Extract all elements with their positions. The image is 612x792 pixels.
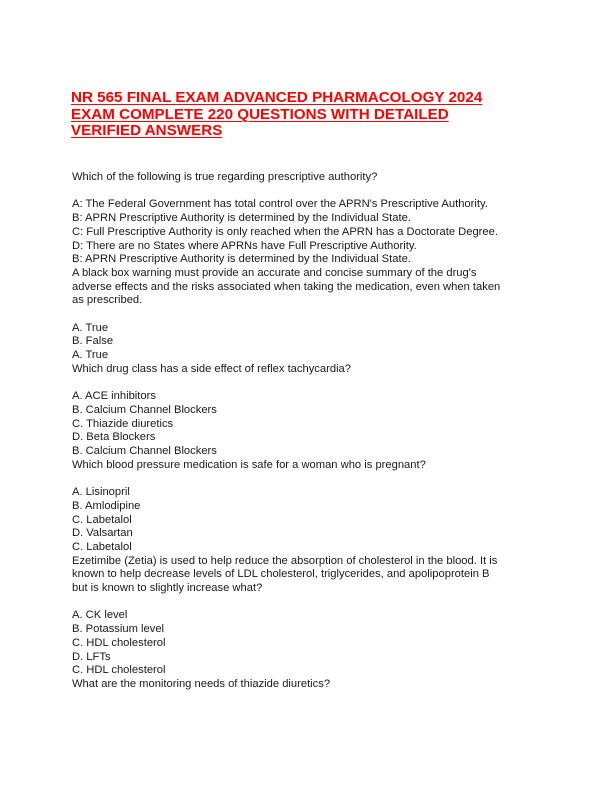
- correct-answer: B. Calcium Channel Blockers: [72, 445, 217, 458]
- answer-option: B. False: [72, 335, 114, 348]
- answer-option: C: Full Prescriptive Authority is only reached when the APRN has a Doctorate Degree.: [72, 225, 498, 238]
- answer-option: A. CK level: [72, 609, 128, 622]
- question-block: [72, 363, 542, 459]
- question-text: Ezetimibe (Zetia) is used to help reduce the absorption of cholesterol in the blood. It is: [72, 554, 498, 567]
- question-text: Which of the following is true regarding prescriptive authority?: [72, 171, 378, 183]
- correct-answer: C. Labetalol: [72, 540, 132, 553]
- question-text: Which blood pressure medication is safe for a woman who is pregnant?: [72, 458, 426, 471]
- question-text: known to help decrease levels of LDL cholesterol, triglycerides, and apolipoprotein B: [72, 568, 490, 581]
- spacer: [72, 596, 542, 610]
- question-text: A black box warning must provide an accurate and concise summary of the drug's: [72, 266, 477, 279]
- answer-option: D. LFTs: [72, 650, 111, 663]
- answer-option: B: APRN Prescriptive Authority is determined by the Individual State.: [72, 212, 411, 225]
- question-text: as prescribed.: [72, 294, 143, 307]
- question-block: [72, 459, 542, 555]
- question-text: but is known to slightly increase what?: [72, 582, 263, 595]
- answer-option: D. Beta Blockers: [72, 431, 156, 444]
- answer-option: D. Valsartan: [72, 527, 133, 540]
- answer-option: C. HDL cholesterol: [72, 636, 166, 649]
- answer-option: C. Thiazide diuretics: [72, 417, 174, 430]
- correct-answer: C. HDL cholesterol: [72, 664, 166, 677]
- spacer: [72, 308, 542, 322]
- question-block: [72, 555, 542, 678]
- answer-option: C. Labetalol: [72, 513, 132, 526]
- spacer: [72, 472, 542, 486]
- question-text: Which drug class has a side effect of reflex tachycardia?: [72, 362, 351, 375]
- document-body: [72, 171, 542, 692]
- question-text: What are the monitoring needs of thiazide diuretics?: [72, 677, 331, 690]
- document-title: NR 565 FINAL EXAM ADVANCED PHARMACOLOGY 2024 EXAM COMPLETE 220 QUESTIONS WITH DETAILED VERIFIED ANSWERS: [71, 89, 483, 139]
- correct-answer: A. True: [72, 349, 109, 362]
- answer-option: A. True: [72, 321, 109, 334]
- question-text: adverse effects and the risks associated when taking the medication, even when taken: [72, 280, 501, 293]
- answer-option: B. Amlodipine: [72, 499, 141, 512]
- answer-option: A. ACE inhibitors: [72, 390, 156, 403]
- question-block: [72, 267, 542, 363]
- spacer: [72, 185, 542, 199]
- correct-answer: B: APRN Prescriptive Authority is determined by the Individual State.: [72, 253, 411, 266]
- spacer: [72, 377, 542, 391]
- answer-option: D: There are no States where APRNs have Full Prescriptive Authority.: [72, 239, 417, 252]
- answer-option: A: The Federal Government has total control over the APRN's Prescriptive Authority.: [72, 198, 488, 211]
- answer-option: B. Calcium Channel Blockers: [72, 403, 217, 416]
- question-block: [72, 678, 542, 692]
- answer-option: A. Lisinopril: [72, 486, 130, 499]
- question-block: [72, 171, 542, 267]
- answer-option: B. Potassium level: [72, 623, 165, 636]
